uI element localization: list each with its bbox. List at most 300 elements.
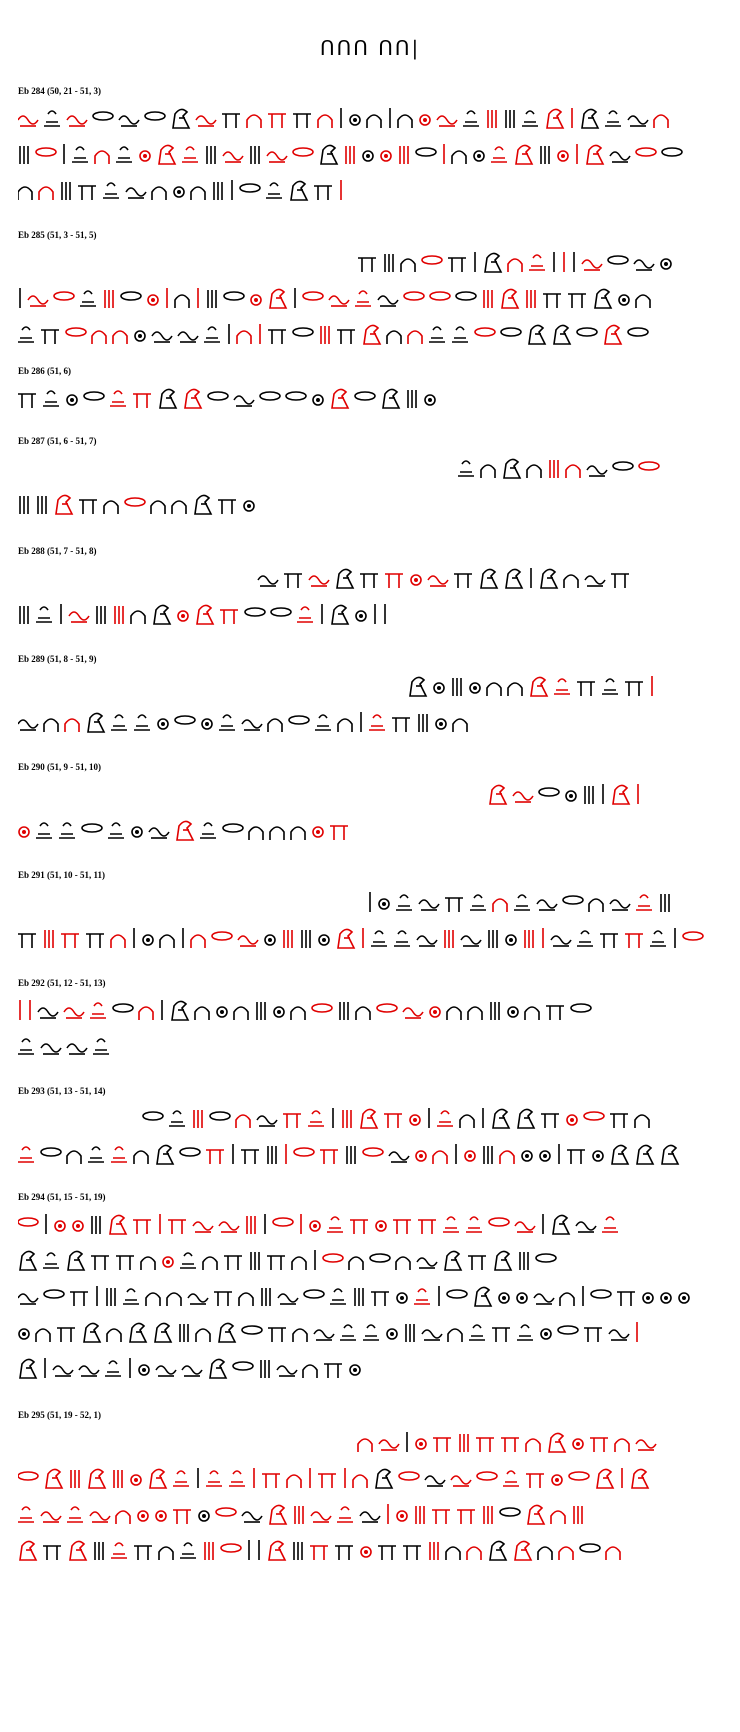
- entry-title: Eb 285 (51, 3 - 51, 5): [18, 230, 97, 240]
- hieroglyph-sign: [454, 574, 472, 588]
- hieroglyph-sign: [291, 1007, 305, 1020]
- hieroglyph-sign: [543, 294, 561, 308]
- hieroglyph-sign: [318, 115, 332, 128]
- hieroglyph-sign: [257, 1002, 265, 1020]
- hieroglyph-sign: [293, 1329, 307, 1342]
- hieroglyph-strip: [18, 136, 722, 170]
- hieroglyph-sign: [338, 929, 354, 948]
- hieroglyph-sign: [18, 1147, 34, 1162]
- hieroglyph-line: [18, 1028, 728, 1064]
- hieroglyph-sign: [59, 823, 75, 838]
- hieroglyph-sign: [419, 714, 427, 732]
- hieroglyph-sign: [251, 1252, 259, 1270]
- hieroglyph-sign: [508, 1007, 518, 1017]
- hieroglyph-sign: [527, 465, 541, 478]
- hieroglyph-sign: [529, 325, 545, 344]
- hieroglyph-sign: [636, 295, 650, 308]
- text-entry: [18, 230, 728, 352]
- hieroglyph-sign: [84, 1323, 100, 1342]
- hieroglyph-sign: [104, 501, 118, 514]
- hieroglyph-sign: [400, 146, 408, 164]
- hieroglyph-sign: [177, 821, 193, 840]
- hieroglyph-sign: [44, 111, 60, 126]
- hieroglyph-sign: [125, 498, 145, 506]
- hieroglyph-sign: [448, 258, 466, 272]
- hieroglyph-sign: [182, 147, 198, 162]
- hieroglyph-sign: [20, 606, 28, 624]
- hieroglyph-strip: [18, 1350, 722, 1384]
- hieroglyph-sign: [119, 116, 139, 126]
- hieroglyph-sign: [568, 294, 586, 308]
- hieroglyph-sign: [61, 934, 79, 948]
- hieroglyph-sign: [541, 569, 557, 588]
- hieroglyph-sign: [158, 719, 168, 729]
- entry-title: Eb 290 (51, 9 - 51, 10): [18, 762, 101, 772]
- hieroglyph-sign: [410, 1115, 420, 1125]
- hieroglyph-sign: [376, 1469, 392, 1488]
- hieroglyph-line: [18, 280, 728, 316]
- hieroglyph-sign: [251, 295, 261, 305]
- hieroglyph-sign: [654, 115, 668, 128]
- entry-title: Eb 289 (51, 8 - 51, 9): [18, 654, 97, 664]
- hieroglyph-sign: [46, 1469, 62, 1488]
- hieroglyph-sign: [156, 1511, 166, 1521]
- hieroglyph-sign: [247, 115, 261, 128]
- hieroglyph-sign: [566, 791, 576, 801]
- hieroglyph-sign: [475, 328, 495, 336]
- hieroglyph-sign: [200, 823, 216, 838]
- hieroglyph-sign: [304, 1290, 324, 1298]
- hieroglyph-sign: [433, 1438, 451, 1452]
- hieroglyph-sign: [526, 1439, 540, 1452]
- hieroglyph-strip: [18, 1242, 722, 1276]
- hieroglyph-sign: [661, 894, 669, 912]
- hieroglyph-sign: [493, 1109, 509, 1128]
- hieroglyph-sign: [219, 715, 235, 730]
- hieroglyph-sign: [602, 1217, 618, 1232]
- hieroglyph-sign: [554, 325, 570, 344]
- hieroglyph-sign: [350, 115, 360, 125]
- hieroglyph-sign: [558, 151, 568, 161]
- hieroglyph-sign: [417, 936, 437, 946]
- hieroglyph-strip: [18, 1136, 722, 1170]
- hieroglyph-sign: [358, 258, 376, 272]
- hieroglyph-sign: [257, 1116, 277, 1126]
- hieroglyph-sign: [469, 1325, 485, 1340]
- hieroglyph-sign: [489, 1218, 509, 1226]
- hieroglyph-sign: [268, 330, 286, 344]
- hieroglyph-sign: [547, 109, 563, 128]
- hieroglyph-sign: [191, 935, 205, 948]
- hieroglyph-sign: [302, 930, 310, 948]
- hieroglyph-sign: [72, 147, 88, 162]
- hieroglyph-sign: [396, 1257, 410, 1270]
- hieroglyph-sign: [308, 1111, 324, 1126]
- hieroglyph-sign: [202, 719, 212, 729]
- hieroglyph-sign: [223, 824, 243, 832]
- hieroglyph-sign: [446, 1547, 460, 1560]
- hieroglyph-sign: [625, 934, 643, 948]
- hieroglyph-sign: [126, 188, 146, 198]
- hieroglyph-sign: [219, 1222, 239, 1232]
- hieroglyph-sign: [174, 187, 184, 197]
- hieroglyph-line: [18, 1532, 728, 1568]
- hieroglyph-sign: [396, 895, 412, 910]
- hieroglyph-sign: [522, 111, 538, 126]
- hieroglyph-sign: [332, 389, 348, 408]
- hieroglyph-sign: [349, 1257, 363, 1270]
- text-entry: [18, 86, 728, 208]
- hieroglyph-sign: [88, 1147, 104, 1162]
- hieroglyph-sign: [340, 1002, 348, 1020]
- hieroglyph-sign: [540, 1151, 550, 1161]
- hieroglyph-sign: [329, 296, 349, 306]
- hieroglyph-sign: [384, 1114, 402, 1128]
- text-entry: [18, 1086, 728, 1172]
- hieroglyph-sign: [140, 151, 150, 161]
- hieroglyph-sign: [199, 1511, 209, 1521]
- hieroglyph-sign: [116, 1256, 134, 1270]
- hieroglyph-sign: [337, 569, 353, 588]
- hieroglyph-line: [18, 244, 728, 280]
- hieroglyph-sign: [67, 395, 77, 405]
- hieroglyph-sign: [134, 1546, 152, 1560]
- hieroglyph-sign: [208, 290, 216, 308]
- hieroglyph-sign: [495, 1251, 511, 1270]
- hieroglyph-sign: [514, 895, 530, 910]
- hieroglyph-sign: [93, 112, 113, 120]
- hieroglyph-sign: [585, 576, 605, 586]
- hieroglyph-sign: [115, 606, 123, 624]
- hieroglyph-sign: [552, 1475, 562, 1485]
- hieroglyph-sign: [160, 389, 176, 408]
- hieroglyph-sign: [188, 1294, 208, 1304]
- hieroglyph-sign: [95, 1542, 103, 1560]
- hieroglyph-sign: [432, 1510, 450, 1524]
- hieroglyph-sign: [625, 682, 643, 696]
- hieroglyph-sign: [410, 677, 426, 696]
- hieroglyph-sign: [554, 679, 570, 694]
- hieroglyph-sign: [610, 1114, 628, 1128]
- hieroglyph-sign: [447, 1007, 461, 1020]
- hieroglyph-sign: [196, 1329, 210, 1342]
- hieroglyph-sign: [452, 327, 468, 342]
- hieroglyph-sign: [636, 895, 652, 910]
- hieroglyph-sign: [602, 679, 618, 694]
- text-entry: [18, 870, 728, 956]
- hieroglyph-sign: [430, 1542, 438, 1560]
- hieroglyph-sign: [610, 152, 630, 162]
- hieroglyph-strip: [18, 992, 722, 1026]
- hieroglyph-sign: [156, 1366, 176, 1376]
- hieroglyph-sign: [180, 1324, 188, 1342]
- hieroglyph-sign: [148, 295, 158, 305]
- hieroglyph-sign: [242, 1512, 262, 1522]
- entry-title: Eb 288 (51, 7 - 51, 8): [18, 546, 97, 556]
- hieroglyph-sign: [18, 327, 34, 342]
- hieroglyph-sign: [311, 1512, 331, 1522]
- hieroglyph-sign: [490, 1541, 506, 1560]
- hieroglyph-sign: [157, 1145, 173, 1164]
- hieroglyph-sign: [20, 1251, 36, 1270]
- hieroglyph-sign: [397, 1511, 407, 1521]
- hieroglyph-sign: [268, 1328, 286, 1342]
- hieroglyph-sign: [529, 255, 545, 270]
- hieroglyph-sign: [175, 716, 195, 724]
- hieroglyph-sign: [141, 1257, 155, 1270]
- hieroglyph-sign: [268, 1146, 276, 1164]
- hieroglyph-sign: [466, 1217, 482, 1232]
- hieroglyph-strip: [18, 1460, 722, 1494]
- hieroglyph-sign: [180, 1253, 196, 1268]
- hieroglyph-sign: [238, 936, 258, 946]
- hieroglyph-sign: [53, 1366, 73, 1376]
- hieroglyph-sign: [206, 1150, 224, 1164]
- hieroglyph-sign: [291, 827, 305, 840]
- hieroglyph-sign: [324, 1364, 342, 1378]
- hieroglyph-sign: [41, 1044, 61, 1054]
- hieroglyph-sign: [606, 1547, 620, 1560]
- hieroglyph-sign: [132, 827, 142, 837]
- entry-title: Eb 295 (51, 19 - 52, 1): [18, 1410, 101, 1420]
- hieroglyph-sign: [105, 1361, 121, 1376]
- hieroglyph-sign: [239, 1293, 253, 1306]
- hieroglyph-sign: [612, 1145, 628, 1164]
- hieroglyph-sign: [531, 677, 547, 696]
- hieroglyph-sign: [70, 1292, 88, 1306]
- hieroglyph-sign: [589, 899, 603, 912]
- hieroglyph-sign: [417, 1258, 437, 1268]
- hieroglyph-sign: [73, 1221, 83, 1231]
- hieroglyph-sign: [643, 1293, 653, 1303]
- text-entry: [18, 978, 728, 1064]
- hieroglyph-sign: [89, 1469, 105, 1488]
- hieroglyph-strip: [18, 1314, 722, 1348]
- hieroglyph-sign: [70, 1541, 86, 1560]
- hieroglyph-sign: [130, 1323, 146, 1342]
- hieroglyph-sign: [265, 935, 275, 945]
- hieroglyph-sign: [569, 1472, 589, 1480]
- hieroglyph-line: [18, 316, 728, 352]
- hieroglyph-sign: [338, 719, 352, 732]
- hieroglyph-sign: [408, 390, 416, 408]
- hieroglyph-sign: [178, 332, 198, 342]
- hieroglyph-sign: [371, 931, 387, 946]
- hieroglyph-sign: [393, 1220, 411, 1234]
- hieroglyph-sign: [605, 111, 621, 126]
- hieroglyph-sign: [135, 331, 145, 341]
- hieroglyph-sign: [175, 295, 189, 308]
- hieroglyph-line: [18, 1424, 728, 1460]
- hieroglyph-sign: [609, 1330, 629, 1340]
- hieroglyph-sign: [131, 611, 145, 624]
- hieroglyph-sign: [229, 1471, 245, 1486]
- hieroglyph-sign: [20, 496, 28, 514]
- hieroglyph-sign: [28, 296, 48, 306]
- hieroglyph-strip: [18, 1532, 722, 1566]
- hieroglyph-sign: [613, 785, 629, 804]
- hieroglyph-sign: [404, 292, 424, 300]
- hieroglyph-sign: [564, 575, 578, 588]
- hieroglyph-sign: [19, 1329, 29, 1339]
- hieroglyph-sign: [303, 1365, 317, 1378]
- hieroglyph-sign: [218, 500, 236, 514]
- hieroglyph-line: [18, 1314, 728, 1350]
- hieroglyph-line: [18, 596, 728, 632]
- hieroglyph-line: [18, 486, 728, 522]
- hieroglyph-sign: [508, 259, 522, 272]
- hieroglyph-sign: [549, 1433, 565, 1452]
- hieroglyph-sign: [371, 1292, 389, 1306]
- hieroglyph-sign: [66, 328, 86, 336]
- hieroglyph-sign: [485, 253, 501, 272]
- hieroglyph-sign: [116, 147, 132, 162]
- hieroglyph-sign: [18, 394, 36, 408]
- hieroglyph-sign: [489, 930, 497, 948]
- hieroglyph-sign: [337, 1507, 353, 1522]
- hieroglyph-sign: [150, 1469, 166, 1488]
- hieroglyph-sign: [517, 1293, 527, 1303]
- hieroglyph-sign: [283, 1114, 301, 1128]
- hieroglyph-sign: [111, 715, 127, 730]
- hieroglyph-sign: [563, 896, 583, 904]
- hieroglyph-sign: [500, 1508, 520, 1516]
- hieroglyph-line: [18, 812, 728, 848]
- hieroglyph-strip: [18, 920, 722, 954]
- hieroglyph-sign: [628, 328, 648, 336]
- hieroglyph-sign: [92, 1216, 100, 1234]
- text-entry: [18, 1410, 728, 1568]
- hieroglyph-sign: [355, 291, 371, 306]
- hieroglyph-sign: [18, 1507, 34, 1522]
- hieroglyph-sign: [293, 148, 313, 156]
- hieroglyph-sign: [369, 715, 385, 730]
- hieroglyph-sign: [600, 934, 618, 948]
- hieroglyph-sign: [567, 1115, 577, 1125]
- hieroglyph-sign: [376, 1221, 386, 1231]
- hieroglyph-sign: [217, 1007, 227, 1017]
- hieroglyph-line: [18, 1136, 728, 1172]
- hieroglyph-sign: [364, 325, 380, 344]
- hieroglyph-sign: [274, 1007, 284, 1017]
- hieroglyph-sign: [587, 466, 607, 476]
- hieroglyph-sign: [539, 788, 559, 796]
- hieroglyph-sign: [445, 930, 453, 948]
- hieroglyph-sign: [491, 1002, 499, 1020]
- hieroglyph-sign: [36, 607, 52, 622]
- hieroglyph-sign: [289, 716, 309, 724]
- hieroglyph-sign: [628, 116, 648, 126]
- hieroglyph-line: [18, 136, 728, 172]
- hieroglyph-sign: [437, 1111, 453, 1126]
- hieroglyph-line: [18, 1278, 728, 1314]
- hieroglyph-sign: [71, 1470, 79, 1488]
- hieroglyph-sign: [487, 683, 501, 696]
- hieroglyph-sign: [501, 328, 521, 336]
- hieroglyph-sign: [277, 1366, 297, 1376]
- hieroglyph-strip: [18, 560, 722, 594]
- hieroglyph-sign: [194, 1110, 202, 1128]
- hieroglyph-sign: [387, 1329, 397, 1339]
- hieroglyph-sign: [234, 396, 254, 406]
- hieroglyph-sign: [520, 1252, 528, 1270]
- hieroglyph-sign: [138, 1511, 148, 1521]
- hieroglyph-sign: [297, 607, 313, 622]
- hieroglyph-sign: [36, 148, 56, 156]
- hieroglyph-sign: [131, 1475, 141, 1485]
- hieroglyph-sign: [43, 1546, 61, 1560]
- hieroglyph-sign: [79, 1366, 99, 1376]
- hieroglyph-sign: [270, 1505, 286, 1524]
- hieroglyph-sign: [268, 719, 282, 732]
- hieroglyph-sign: [433, 1151, 447, 1164]
- hieroglyph-sign: [504, 459, 520, 478]
- hieroglyph-strip: [18, 1424, 722, 1458]
- entry-title: Eb 292 (51, 12 - 51, 13): [18, 978, 106, 988]
- hieroglyph-sign: [445, 1251, 461, 1270]
- hieroglyph-sign: [152, 332, 172, 342]
- hieroglyph-line: [18, 776, 728, 812]
- hieroglyph-sign: [223, 152, 243, 162]
- hieroglyph-sign: [468, 1007, 482, 1020]
- hieroglyph-sign: [90, 1003, 106, 1018]
- hieroglyph-line: [18, 380, 728, 416]
- hieroglyph-sign: [502, 289, 518, 308]
- hieroglyph-sign: [527, 290, 535, 308]
- hieroglyph-sign: [541, 146, 549, 164]
- hieroglyph-strip: [18, 1278, 722, 1312]
- hieroglyph-strip: [18, 380, 722, 414]
- hieroglyph-sign: [203, 1257, 217, 1270]
- hieroglyph-sign: [313, 827, 323, 837]
- hieroglyph-sign: [55, 1221, 65, 1231]
- hieroglyph-sign: [425, 1476, 445, 1486]
- hieroglyph-sign: [340, 1325, 356, 1340]
- hieroglyph-sign: [18, 934, 36, 948]
- hieroglyph-sign: [20, 146, 28, 164]
- hieroglyph-sign: [134, 1151, 148, 1164]
- entry-title: Eb 284 (50, 21 - 51, 3): [18, 86, 101, 96]
- hieroglyph-sign: [92, 331, 106, 344]
- hieroglyph-sign: [419, 900, 439, 910]
- hieroglyph-sign: [513, 792, 533, 802]
- hieroglyph-sign: [65, 719, 79, 732]
- hieroglyph-sign: [379, 1440, 399, 1450]
- hieroglyph-sign: [267, 152, 287, 162]
- hieroglyph-sign: [262, 1288, 270, 1306]
- hieroglyph-sign: [330, 826, 348, 840]
- hieroglyph-sign: [416, 1151, 426, 1161]
- hieroglyph-line: [18, 100, 728, 136]
- hieroglyph-sign: [416, 148, 436, 156]
- hieroglyph-sign: [154, 605, 170, 624]
- hieroglyph-line: [18, 668, 728, 704]
- hieroglyph-sign: [284, 574, 302, 588]
- hieroglyph-sign: [580, 1544, 600, 1552]
- hieroglyph-sign: [584, 1328, 602, 1342]
- hieroglyph-sign: [522, 1151, 532, 1161]
- hieroglyph-strip: [18, 596, 722, 630]
- hieroglyph-sign: [551, 1511, 565, 1524]
- hieroglyph-strip: [18, 100, 722, 134]
- hieroglyph-sign: [270, 827, 284, 840]
- hieroglyph-sign: [389, 1152, 409, 1162]
- hieroglyph-sign: [41, 330, 59, 344]
- hieroglyph-sign: [447, 1290, 467, 1298]
- hieroglyph-sign: [169, 1111, 185, 1126]
- hieroglyph-sign: [418, 1220, 436, 1234]
- hieroglyph-sign: [408, 331, 422, 344]
